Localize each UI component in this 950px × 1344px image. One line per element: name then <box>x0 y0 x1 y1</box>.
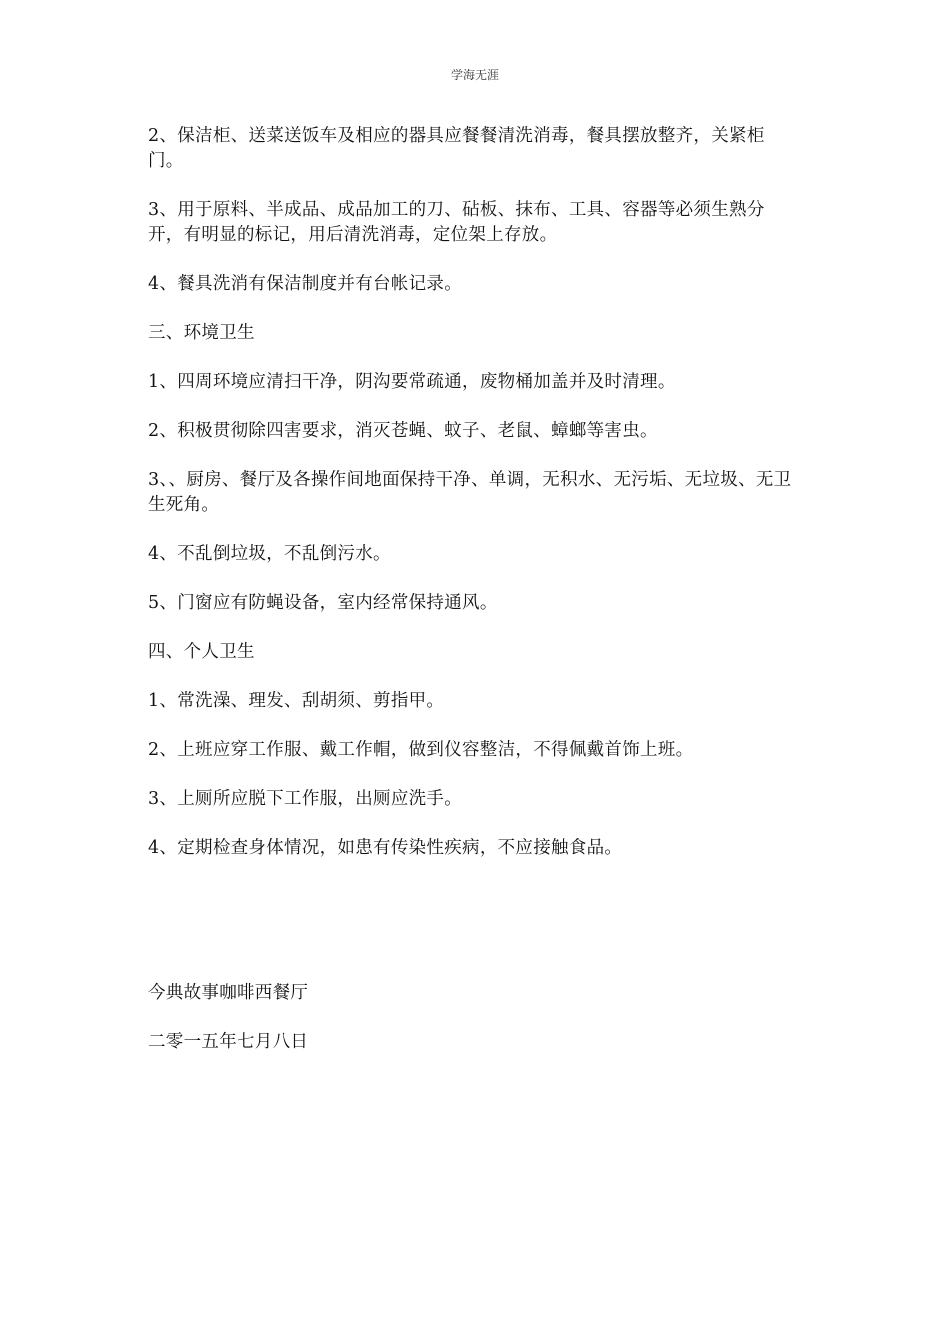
paragraph-personal-3: 3、上厕所应脱下工作服，出厕应洗手。 <box>148 789 463 809</box>
paragraph-personal-1: 1、常洗澡、理发、刮胡须、剪指甲。 <box>148 691 445 711</box>
signature-organization: 今典故事咖啡西餐厅 <box>148 983 309 1003</box>
document-body <box>148 124 798 1079</box>
paragraph-env-5: 5、门窗应有防蝇设备，室内经常保持通风。 <box>148 593 498 613</box>
paragraph-env-1: 1、四周环境应清扫干净，阴沟要常疏通，废物桶加盖并及时清理。 <box>148 372 676 392</box>
paragraph-personal-4: 4、定期检查身体情况，如患有传染性疾病，不应接触食品。 <box>148 838 623 858</box>
paragraph-item-2: 2、保洁柜、送菜送饭车及相应的器具应餐餐清洗消毒，餐具摆放整齐，关紧柜门。 <box>148 126 765 171</box>
page-header: 学海无涯 <box>450 68 499 82</box>
signature-spacer <box>148 885 798 981</box>
paragraph-env-2: 2、积极贯彻除四害要求，消灭苍蝇、蚊子、老鼠、蟑螂等害虫。 <box>148 421 658 441</box>
paragraph-item-4: 4、餐具洗消有保洁制度并有台帐记录。 <box>148 274 463 294</box>
signature-date: 二零一五年七月八日 <box>148 1032 309 1052</box>
paragraph-env-3: 3、、厨房、餐厅及各操作间地面保持干净、单调，无积水、无污垢、无垃圾、无卫生死角。 <box>148 470 792 515</box>
paragraph-personal-2: 2、上班应穿工作服、戴工作帽，做到仪容整洁，不得佩戴首饰上班。 <box>148 740 694 760</box>
section-heading-environment: 三、环境卫生 <box>148 323 255 343</box>
section-heading-personal: 四、个人卫生 <box>148 642 255 662</box>
paragraph-env-4: 4、不乱倒垃圾，不乱倒污水。 <box>148 544 391 564</box>
paragraph-item-3: 3、用于原料、半成品、成品加工的刀、砧板、抹布、工具、容器等必须生熟分开，有明显的标记，用后清洗消毒，定位架上存放。 <box>148 200 765 245</box>
